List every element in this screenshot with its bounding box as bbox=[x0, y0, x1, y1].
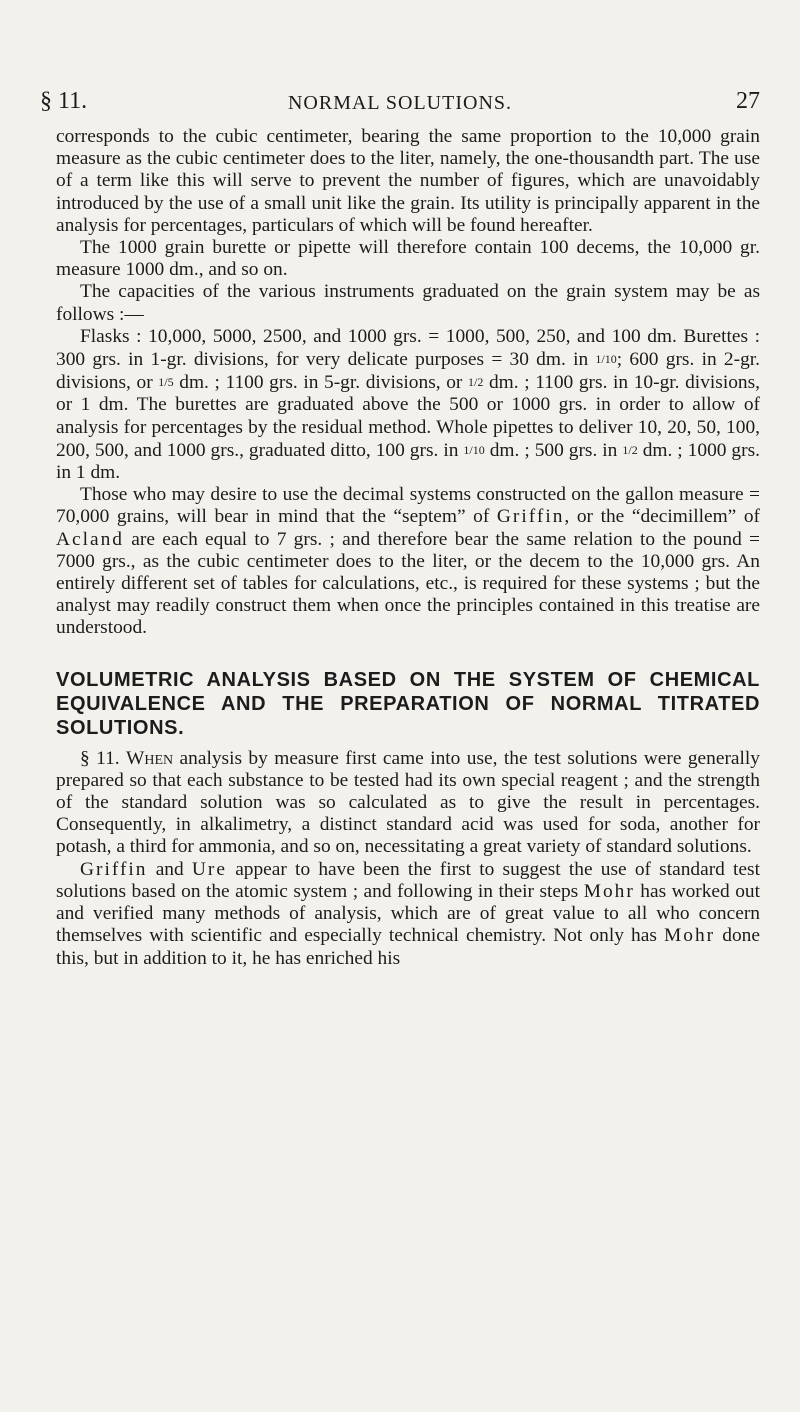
fraction-half-2: 1/2 bbox=[622, 442, 638, 457]
p7-part-b: appear to have been the first to suggest the use of standard test solutions based on the atomic system ; and following in their steps bbox=[56, 858, 760, 902]
p7-part-c: has worked out and verified many methods of analysis, which are of great value to all who concern themselves with scientific and especially technical chemistry. Not only has bbox=[56, 880, 760, 947]
paragraph-2: The 1000 grain burette or pipette will therefore contain 100 decems, the 10,000 gr. measure 1000 dm., and so on. bbox=[56, 237, 760, 281]
author-ure: Ure bbox=[191, 858, 227, 880]
p5-part-b: , or the “decimillem” of bbox=[564, 506, 761, 528]
p6-lead-word: When bbox=[126, 747, 174, 769]
paragraph-3: The capacities of the various instruments graduated on the grain system may be as follows :— bbox=[56, 281, 760, 325]
fraction-fifth: 1/5 bbox=[158, 375, 174, 390]
paragraph-5 bbox=[56, 484, 760, 639]
p7-part-a: and bbox=[155, 858, 184, 880]
author-griffin: Griffin bbox=[496, 506, 565, 528]
page-body bbox=[56, 126, 760, 970]
fraction-tenth-2: 1/10 bbox=[463, 442, 485, 457]
p5-part-a: Those who may desire to use the decimal systems constructed on the gallon measure = 70,000 grains, will bear in mind that the “septem” of bbox=[56, 484, 760, 528]
p4-part-d: dm. ; 1100 grs. in 10-gr. divisions, or 1 dm. The burettes are graduated above the 500 or 1000 grs. in order to allow of analysis for percentages by the residual method. Whole pipettes to deliver 10, 20, 50, 100, 200, 500, and 1000 grs., graduated ditto, 100 grs. in bbox=[56, 372, 760, 461]
p5-part-c: are each equal to 7 grs. ; and therefore bear the same relation to the pound = 7000 grs., as the cubic centimeter does to the liter, or the decem to the 10,000 grs. An entirely different set of tables for calculations, etc., is required for these systems ; but the analyst may readily construct them when once the principles contained in this treatise are understood. bbox=[56, 528, 760, 639]
paragraph-1: corresponds to the cubic centimeter, bearing the same proportion to the 10,000 grain measure as the cubic centimeter does to the liter, namely, the one-thousandth part. The use of a term like this will serve to prevent the number of figures, which are unavoidably introduced by the use of a small unit like the grain. Its utility is principally apparent in the analysis for percentages, particulars of which will be found hereafter. bbox=[56, 126, 760, 236]
p4-part-e: dm. ; 500 grs. in bbox=[489, 439, 618, 461]
header-title: NORMAL SOLUTIONS. bbox=[287, 92, 513, 114]
paragraph-7 bbox=[56, 859, 760, 970]
author-mohr-2: Mohr bbox=[664, 925, 716, 947]
author-acland: Acland bbox=[56, 528, 124, 550]
author-mohr: Mohr bbox=[583, 880, 635, 902]
p7-part-d: done this, but in addition to it, he has enriched his bbox=[56, 925, 760, 969]
p6-section: § 11. bbox=[80, 747, 120, 769]
p4-part-a: Flasks : 10,000, 5000, 2500, and 1000 grs. = 1000, 500, 250, and 100 dm. Burettes : 300 grs. in 1-gr. divisions, for very delicate purposes = 30 dm. in bbox=[56, 325, 760, 371]
author-griffin-2: Griffin bbox=[80, 858, 148, 880]
running-header bbox=[40, 88, 760, 122]
paragraph-6 bbox=[56, 748, 760, 859]
p4-part-f: dm. ; 1000 grs. in 1 dm. bbox=[56, 439, 760, 484]
header-section-number: § 11. bbox=[40, 88, 88, 114]
fraction-tenth: 1/10 bbox=[595, 352, 617, 367]
paragraph-4 bbox=[56, 326, 760, 484]
p4-part-c: dm. ; 1100 grs. in 5-gr. divisions, or bbox=[179, 372, 463, 394]
p6-text: analysis by measure first came into use, the test solutions were generally prepared so that each substance to be tested had its own special reagent ; and the strength of the standard solution was so calculated as to give the result in percentages. Consequently, in alkalimetry, a distinct standard acid was used for soda, another for potash, a third for ammonia, and so on, necessitating a great variety of standard solutions. bbox=[56, 747, 760, 858]
fraction-half: 1/2 bbox=[467, 375, 484, 390]
section-heading: VOLUMETRIC ANALYSIS BASED ON THE SYSTEM OF CHEMICAL EQUIVALENCE AND THE PREPARATION OF NORMAL TITRATED SOLUTIONS. bbox=[56, 668, 760, 739]
page-number: 27 bbox=[736, 88, 760, 114]
p4-part-b: ; 600 grs. in 2-gr. divisions, or bbox=[56, 349, 760, 394]
